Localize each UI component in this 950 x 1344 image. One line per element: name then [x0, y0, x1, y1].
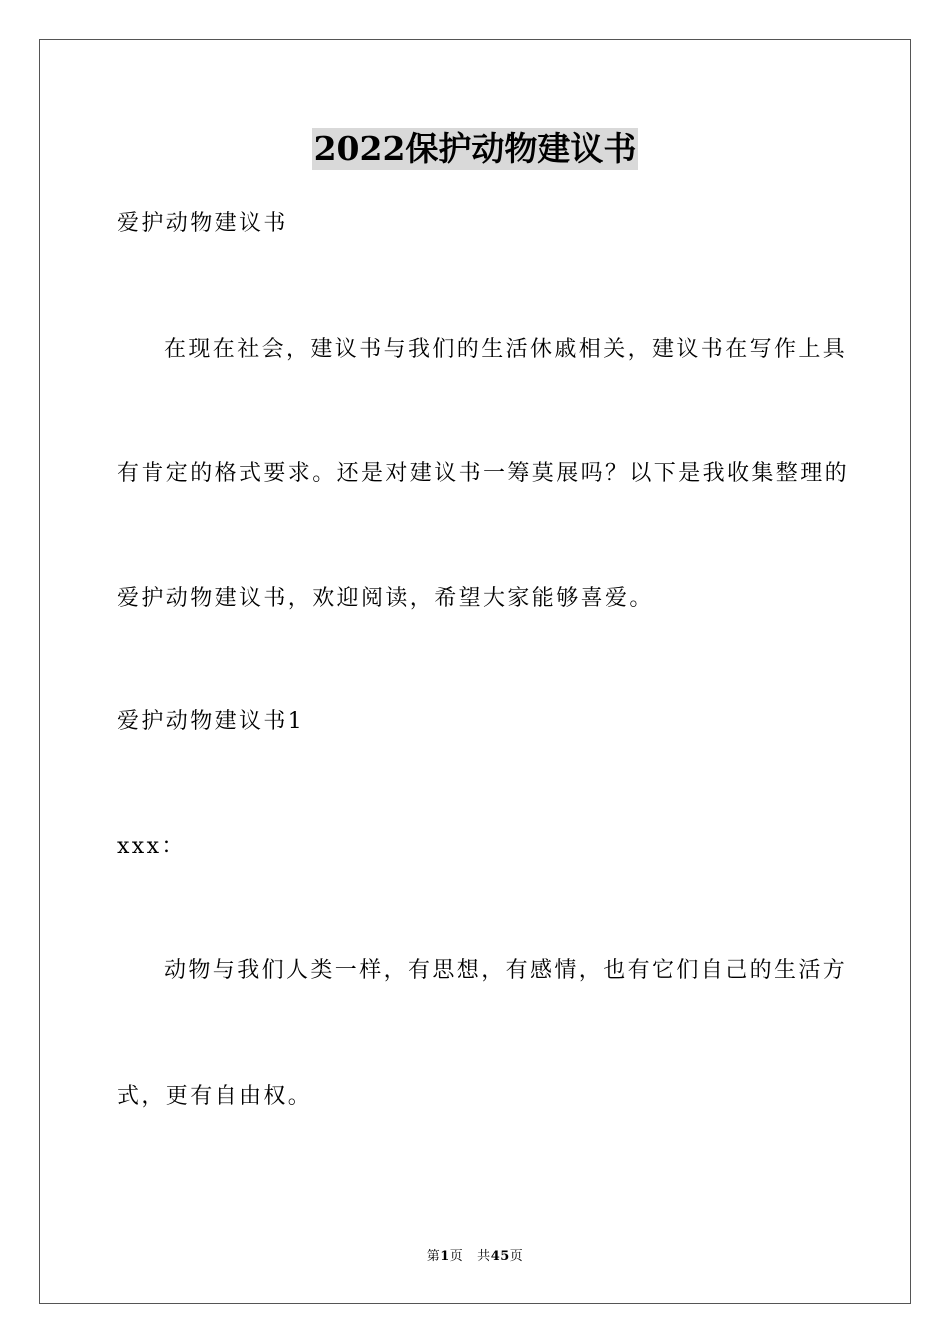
paragraph-line: 式，更有自由权。 [117, 1084, 313, 1109]
paragraph-line: 在现在社会，建议书与我们的生活休戚相关，建议书在写作上具 [164, 337, 848, 362]
paragraph-line: 动物与我们人类一样，有思想，有感情，也有它们自己的生活方 [164, 958, 848, 983]
paragraph-line: 爱护动物建议书，欢迎阅读，希望大家能够喜爱。 [117, 586, 654, 611]
footer-page-number: 1 [440, 1249, 450, 1264]
subtitle-line: 爱护动物建议书 [117, 211, 288, 236]
salutation-line: xxx： [117, 834, 186, 859]
paragraph-line: 有肯定的格式要求。还是对建议书一筹莫展吗？以下是我收集整理的 [117, 461, 850, 486]
footer-total-pages: 45 [490, 1249, 510, 1264]
section-heading: 爱护动物建议书1 [117, 709, 305, 734]
footer-page-suffix: 页 [449, 1249, 464, 1264]
footer-prefix: 第 [426, 1249, 441, 1264]
footer-total-suffix: 页 [509, 1249, 524, 1264]
title-wrap [0, 128, 950, 170]
footer-total-prefix: 共 [477, 1249, 491, 1264]
page-footer [0, 1248, 950, 1266]
document-title: 2022保护动物建议书 [313, 129, 637, 168]
